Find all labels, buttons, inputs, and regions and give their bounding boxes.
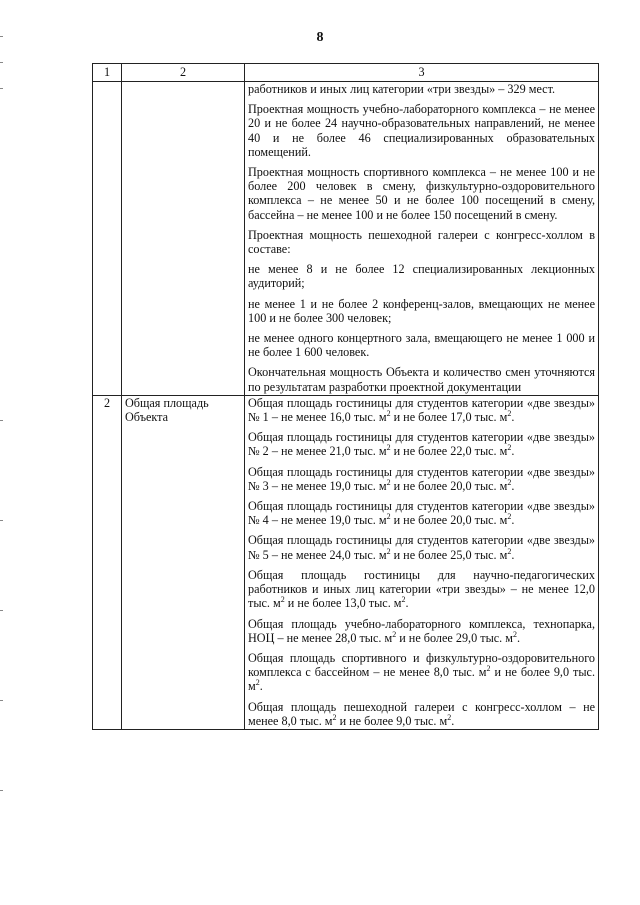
- unit-superscript: 2: [386, 409, 391, 418]
- content-paragraph: [248, 82, 595, 96]
- table-row: [93, 395, 599, 729]
- unit-superscript: 2: [507, 443, 512, 453]
- content-paragraph: [248, 465, 595, 493]
- content-paragraph: [248, 262, 595, 290]
- content-paragraph: [248, 228, 595, 256]
- column-header: 2: [122, 64, 245, 82]
- unit-superscript: 2: [386, 512, 391, 522]
- unit-superscript: 2: [386, 443, 391, 453]
- paragraph-text: Общая площадь гостиницы для студентов категории «две звезды» № 1 – не менее 16,0 тыс. м: [248, 395, 595, 425]
- scan-edge: [0, 0, 4, 905]
- content-paragraph: [248, 617, 595, 645]
- paragraph-text: .: [511, 444, 515, 459]
- row-number: [93, 82, 122, 396]
- paragraph-text: Общая площадь пешеходной галереи с конгресс-холлом – не менее 8,0 тыс. м: [248, 699, 595, 728]
- unit-superscript: 2: [507, 546, 512, 556]
- content-paragraph: [248, 331, 595, 359]
- unit-superscript: 2: [507, 409, 512, 418]
- content-paragraph: [248, 365, 595, 393]
- paragraph-text: не менее 1 и не более 2 конференц-залов, вмещающих не менее 100 и не более 300 человек;: [248, 296, 595, 325]
- paragraph-text: и не более 9,0 тыс. м: [248, 665, 595, 694]
- unit-superscript: 2: [507, 512, 512, 522]
- content-paragraph: [248, 102, 595, 159]
- paragraph-text: работников и иных лиц категории «три звезды» – 329 мест.: [248, 82, 556, 96]
- paragraph-text: и не более 9,0 тыс. м: [336, 713, 448, 728]
- row-content: [245, 82, 599, 396]
- unit-superscript: 2: [332, 712, 337, 722]
- paragraph-text: Общая площадь учебно-лабораторного комплекса, технопарка, НОЦ – не менее 28,0 тыс. м: [248, 616, 595, 645]
- paragraph-text: Общая площадь спортивного и физкультурно-оздоровительного комплекса с бассейном – не менее 8,0 тыс. м: [248, 650, 595, 680]
- content-paragraph: [248, 568, 595, 611]
- paragraph-text: Общая площадь гостиницы для студентов категории «две звезды» № 2 – не менее 21,0 тыс. м: [248, 430, 595, 459]
- row-content: [245, 395, 599, 729]
- row-number: 2: [93, 395, 122, 729]
- content-paragraph: [248, 165, 595, 222]
- paragraph-text: Общая площадь гостиницы для студентов категории «две звезды» № 3 – не менее 19,0 тыс. м: [248, 464, 595, 493]
- paragraph-text: Окончательная мощность Объекта и количество смен уточняются по результатам разработки проектной документации: [248, 365, 595, 394]
- paragraph-text: .: [511, 478, 515, 493]
- paragraph-text: Проектная мощность спортивного комплекса – не менее 100 и не более 200 человек в смену, физкультурно-оздоровительного комплекса – не менее 50 и не более 100 посещений в смену, бассейна – не менее 100 и не более 150 посещений в смену.: [248, 165, 595, 222]
- paragraph-text: и не более 13,0 тыс. м: [284, 596, 402, 611]
- content-paragraph: [248, 700, 595, 728]
- unit-superscript: 2: [386, 477, 391, 487]
- unit-superscript: 2: [386, 546, 391, 556]
- content-paragraph: [248, 651, 595, 694]
- paragraph-text: .: [451, 713, 455, 728]
- paragraph-text: не менее одного концертного зала, вмещающего не менее 1 000 и не более 1 600 человек.: [248, 331, 595, 360]
- unit-superscript: 2: [512, 629, 517, 639]
- table-header-row: [93, 64, 599, 82]
- unit-superscript: 2: [280, 595, 285, 605]
- unit-superscript: 2: [392, 629, 397, 639]
- unit-superscript: 2: [507, 477, 512, 487]
- paragraph-text: .: [516, 630, 521, 645]
- paragraph-text: Общая площадь гостиницы для научно-педагогических работников и иных лиц категории «три звезды» – не менее 12,0 тыс. м: [248, 567, 595, 611]
- page-number: 8: [316, 30, 324, 45]
- unit-superscript: 2: [401, 595, 406, 605]
- content-paragraph: [248, 430, 595, 458]
- unit-superscript: 2: [447, 712, 452, 722]
- paragraph-text: и не более 22,0 тыс. м: [390, 444, 508, 459]
- content-paragraph: [248, 533, 595, 561]
- content-paragraph: [248, 297, 595, 325]
- table-row: [93, 82, 599, 396]
- column-header: 1: [93, 64, 122, 82]
- paragraph-text: Общая площадь гостиницы для студентов категории «две звезды» № 5 – не менее 24,0 тыс. м: [248, 533, 595, 562]
- row-label: [122, 82, 245, 396]
- paragraph-text: .: [511, 513, 515, 528]
- paragraph-text: и не более 25,0 тыс. м: [390, 547, 508, 562]
- paragraph-text: и не более 20,0 тыс. м: [390, 478, 508, 493]
- paragraph-text: .: [259, 679, 263, 694]
- paragraph-text: и не более 29,0 тыс. м: [396, 630, 513, 645]
- row-label: Общая площадь Объекта: [122, 395, 245, 729]
- paragraph-text: Общая площадь гостиницы для студентов категории «две звезды» № 4 – не менее 19,0 тыс. м: [248, 499, 595, 528]
- column-header: 3: [245, 64, 599, 82]
- content-paragraph: [248, 499, 595, 527]
- paragraph-text: .: [405, 596, 409, 611]
- paragraph-text: и не более 20,0 тыс. м: [390, 513, 508, 528]
- paragraph-text: .: [511, 410, 515, 425]
- paragraph-text: и не более 17,0 тыс. м: [390, 410, 508, 425]
- paragraph-text: Проектная мощность пешеходной галереи с конгресс-холлом в составе:: [248, 227, 595, 257]
- paragraph-text: .: [511, 547, 515, 562]
- specification-table: [92, 63, 599, 730]
- unit-superscript: 2: [486, 664, 491, 674]
- paragraph-text: Проектная мощность учебно-лабораторного комплекса – не менее 20 и не более 24 научно-образовательных направлений, не менее 40 и не более 46 специализированных образовательных помещений.: [248, 102, 595, 159]
- content-paragraph: [248, 396, 595, 424]
- paragraph-text: не менее 8 и не более 12 специализированных лекционных аудиторий;: [248, 262, 595, 291]
- unit-superscript: 2: [255, 678, 260, 688]
